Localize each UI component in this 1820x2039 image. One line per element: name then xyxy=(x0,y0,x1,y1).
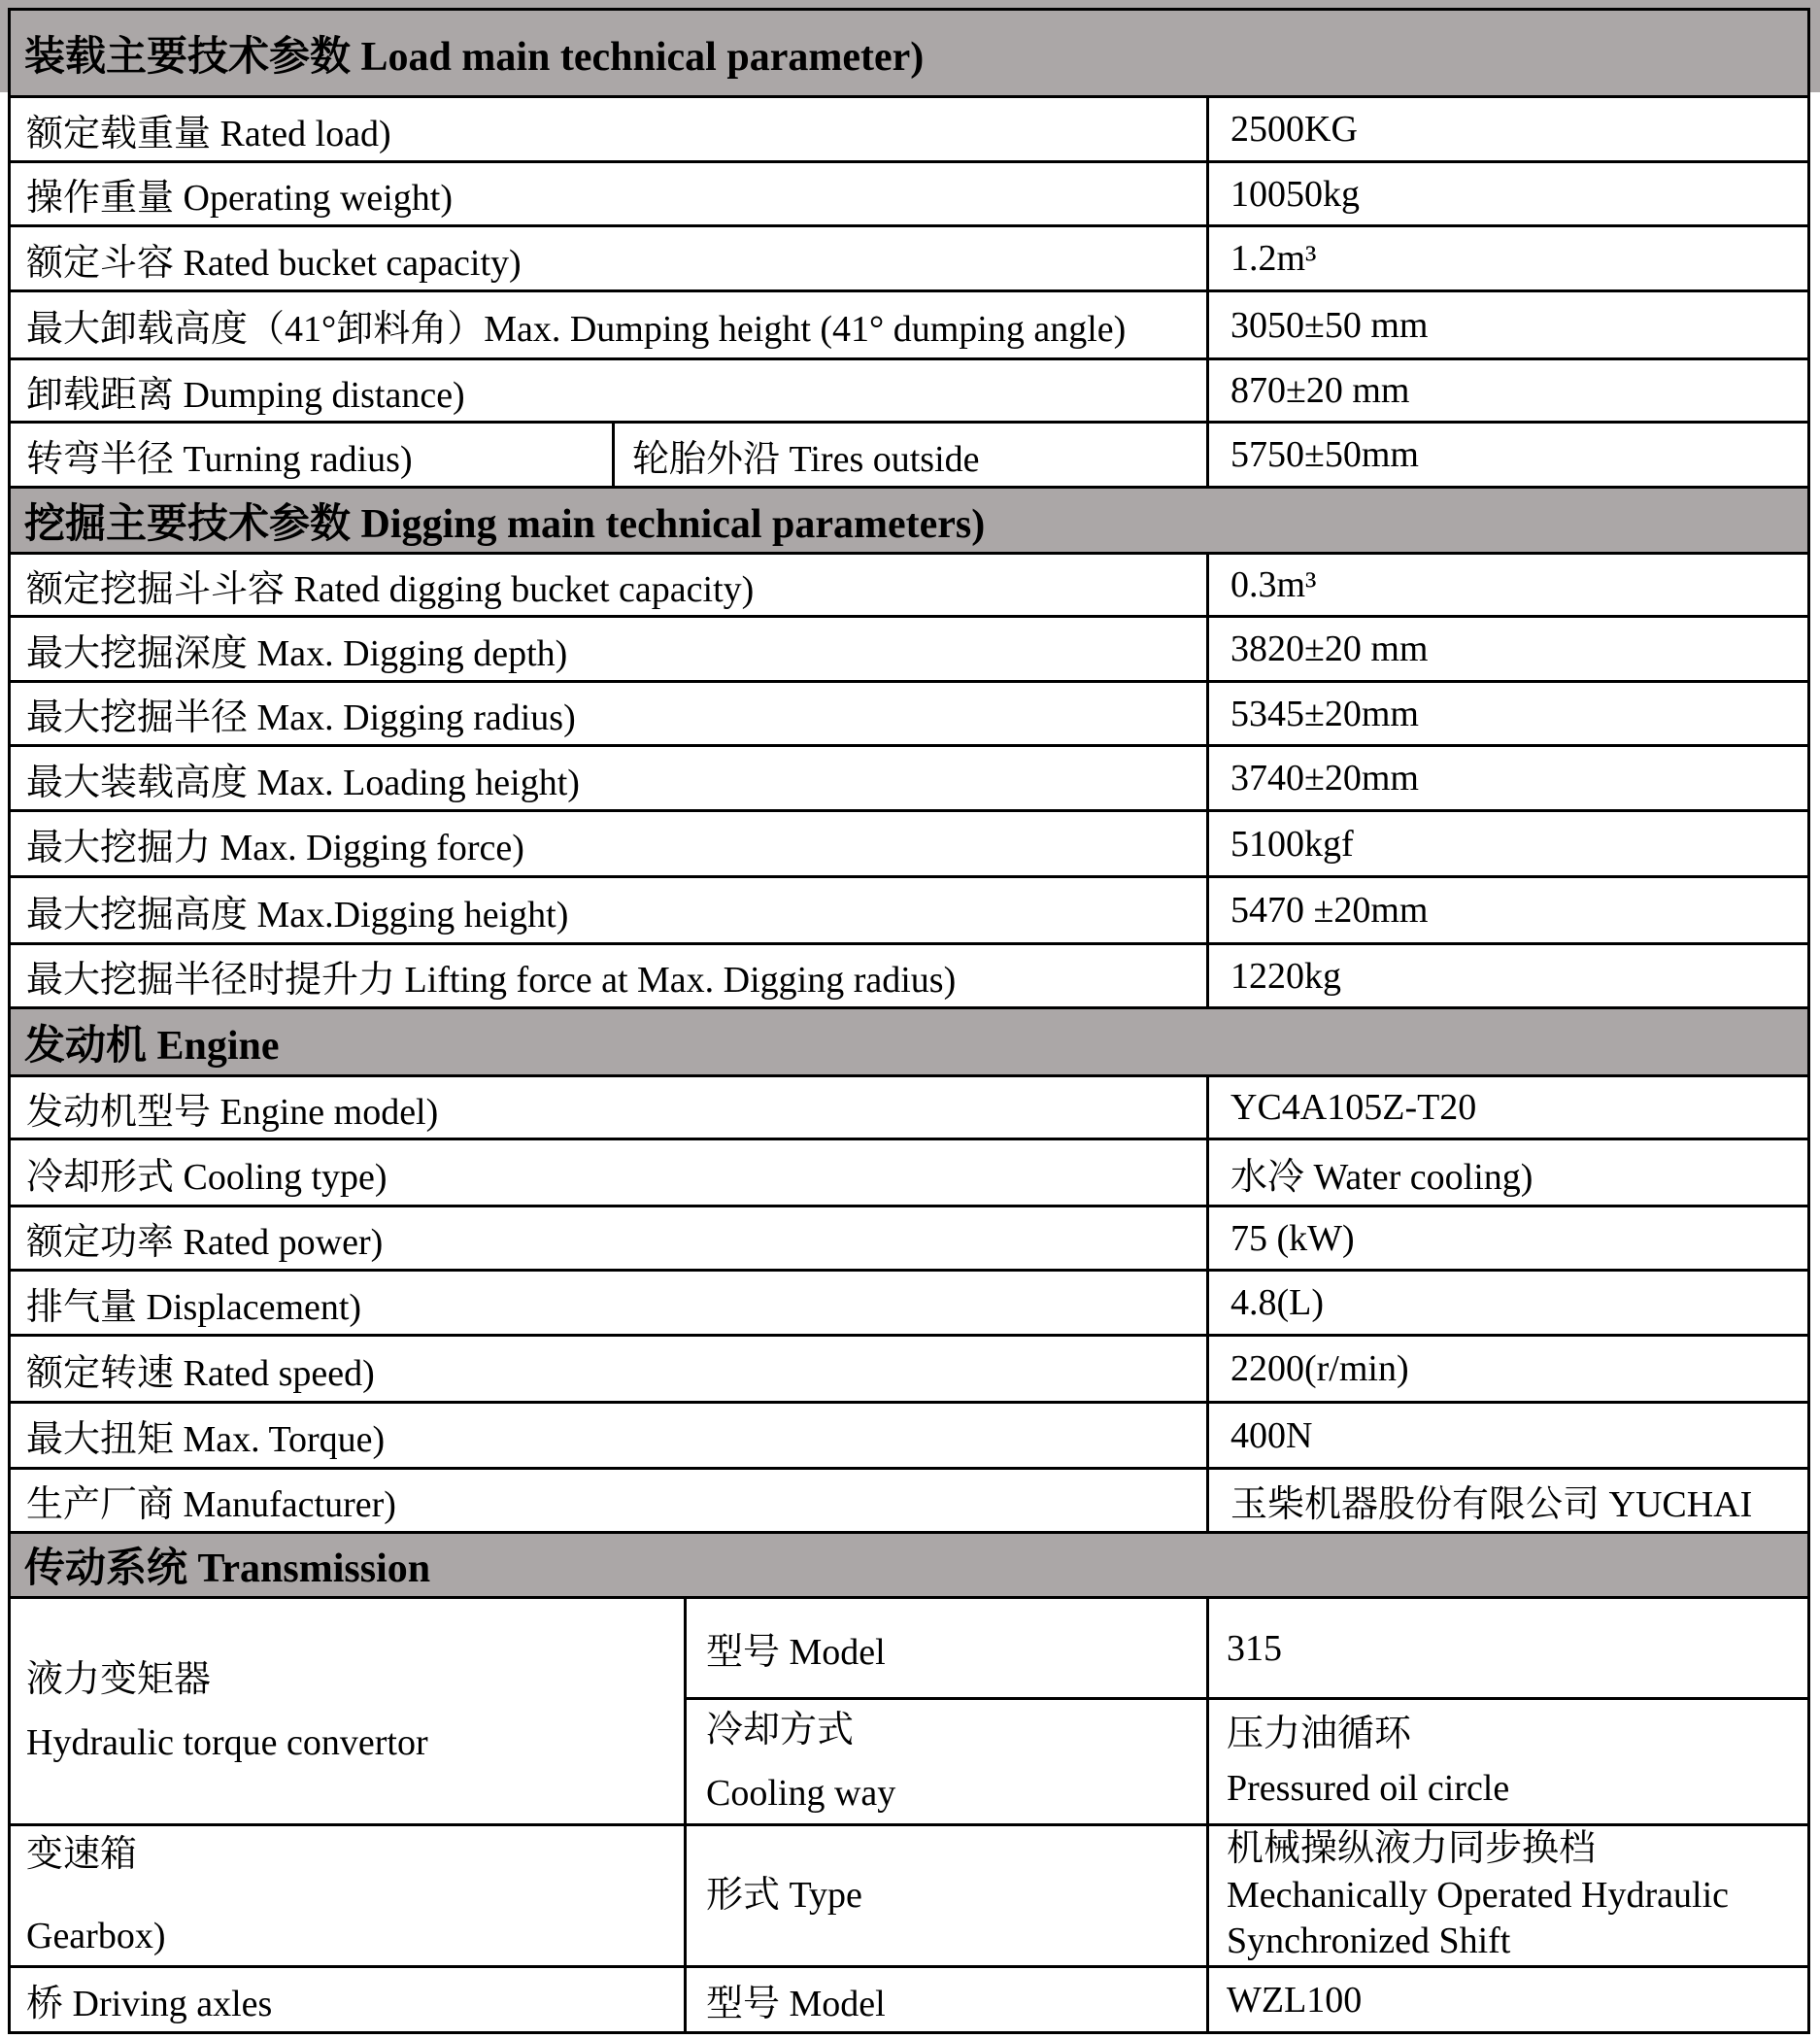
section-header-label: 传动系统 Transmission xyxy=(24,1546,431,1591)
transmission-group-row xyxy=(11,1596,1807,1823)
spec-row xyxy=(11,615,1807,680)
spec-label: 排气量 Displacement) xyxy=(26,1286,362,1328)
spec-label: 最大挖掘深度 Max. Digging depth) xyxy=(26,632,568,674)
spec-label: 额定载重量 Rated load) xyxy=(26,113,391,154)
param-value-line: Synchronized Shift xyxy=(1227,1920,1511,1962)
param-key xyxy=(684,1700,1206,1823)
param-value-line: 315 xyxy=(1227,1627,1282,1669)
param-row xyxy=(684,1599,1807,1697)
param-value-line: WZL100 xyxy=(1227,1979,1363,2021)
spec-value: 1220kg xyxy=(1206,945,1807,1006)
group-label xyxy=(11,1826,684,1965)
spec-label: 冷却形式 Cooling type) xyxy=(26,1156,388,1198)
spec-label: 最大挖掘力 Max. Digging force) xyxy=(26,828,524,868)
section-header-row xyxy=(11,1531,1807,1596)
spec-row xyxy=(11,1467,1807,1531)
param-value xyxy=(1206,1968,1807,2031)
spec-label: 卸载距离 Dumping distance) xyxy=(26,374,465,416)
spec-row xyxy=(11,552,1807,615)
spec-row xyxy=(11,1401,1807,1467)
spec-value: 3050±50 mm xyxy=(1206,292,1807,357)
spec-label: 生产厂商 Manufacturer) xyxy=(26,1484,396,1525)
spec-row xyxy=(11,680,1807,744)
spec-table xyxy=(8,8,1810,2034)
spec-row xyxy=(11,357,1807,421)
group-label-line: 变速箱 xyxy=(26,1833,138,1875)
spec-row xyxy=(11,744,1807,809)
spec-value: 2500KG xyxy=(1206,98,1807,160)
param-row xyxy=(684,1826,1807,1965)
spec-row xyxy=(11,224,1807,289)
section-header-row xyxy=(11,486,1807,552)
spec-value: 5100kgf xyxy=(1206,812,1807,875)
group-label-line: Hydraulic torque convertor xyxy=(26,1721,428,1763)
spec-value: YC4A105Z-T20 xyxy=(1206,1077,1807,1138)
param-value-line: Pressured oil circle xyxy=(1227,1767,1510,1809)
transmission-group-row xyxy=(11,1823,1807,1965)
spec-label: 发动机型号 Engine model) xyxy=(26,1091,439,1133)
spec-label: 最大卸载高度（41°卸料角）Max. Dumping height (41° dumping angle) xyxy=(26,309,1127,350)
section-header-row xyxy=(11,11,1807,95)
spec-sublabel: 轮胎外沿 Tires outside xyxy=(612,424,1206,486)
spec-row xyxy=(11,1074,1807,1138)
spec-label: 最大挖掘半径 Max. Digging radius) xyxy=(26,697,576,738)
spec-value: 5345±20mm xyxy=(1206,683,1807,744)
group-params xyxy=(684,1599,1807,1823)
param-key xyxy=(684,1968,1206,2031)
spec-row xyxy=(11,95,1807,160)
section-header-label: 挖掘主要技术参数 Digging main technical parameters) xyxy=(24,501,986,547)
group-label-line: 液力变矩器 xyxy=(26,1658,212,1700)
group-label xyxy=(11,1599,684,1823)
section-header-row xyxy=(11,1006,1807,1074)
spec-row xyxy=(11,421,1807,486)
spec-value: 4.8(L) xyxy=(1206,1272,1807,1334)
spec-label: 额定斗容 Rated bucket capacity) xyxy=(26,242,522,284)
spec-row xyxy=(11,875,1807,942)
param-key-line: 型号 Model xyxy=(706,1632,886,1673)
spec-row xyxy=(11,1269,1807,1334)
group-label xyxy=(11,1968,684,2031)
section-header-label: 发动机 Engine xyxy=(24,1023,280,1069)
spec-label: 最大挖掘高度 Max.Digging height) xyxy=(26,894,569,935)
param-value-line: 机械操纵液力同步换档 xyxy=(1227,1828,1597,1870)
spec-value: 水冷 Water cooling) xyxy=(1206,1140,1807,1205)
param-value-line: 压力油循环 xyxy=(1227,1714,1412,1755)
param-key-line: 型号 Model xyxy=(706,1984,886,2024)
param-key xyxy=(684,1599,1206,1697)
spec-value: 870±20 mm xyxy=(1206,360,1807,421)
spec-label: 最大装载高度 Max. Loading height) xyxy=(26,762,580,803)
transmission-group-row xyxy=(11,1965,1807,2031)
spec-value: 5470 ±20mm xyxy=(1206,878,1807,942)
spec-row xyxy=(11,942,1807,1006)
spec-row xyxy=(11,160,1807,224)
spec-value: 5750±50mm xyxy=(1206,424,1807,486)
spec-label: 操作重量 Operating weight) xyxy=(26,178,454,219)
spec-value: 2200(r/min) xyxy=(1206,1337,1807,1401)
spec-value: 3740±20mm xyxy=(1206,747,1807,809)
spec-value: 75 (kW) xyxy=(1206,1207,1807,1269)
section-header-label: 装载主要技术参数 Load main technical parameter) xyxy=(24,34,925,80)
spec-value: 0.3m³ xyxy=(1206,555,1807,615)
spec-label: 额定功率 Rated power) xyxy=(26,1222,384,1263)
spec-value: 400N xyxy=(1206,1404,1807,1467)
spec-label: 最大挖掘半径时提升力 Lifting force at Max. Digging radius) xyxy=(26,960,957,1001)
param-key xyxy=(684,1826,1206,1965)
group-params xyxy=(684,1826,1807,1965)
param-row xyxy=(684,1697,1807,1823)
param-value xyxy=(1206,1826,1807,1965)
param-value xyxy=(1206,1700,1807,1823)
param-key-line: 冷却方式 xyxy=(706,1709,855,1750)
spec-value: 1.2m³ xyxy=(1206,227,1807,289)
spec-label: 额定挖掘斗斗容 Rated digging bucket capacity) xyxy=(26,568,755,610)
param-key-line: 形式 Type xyxy=(706,1875,862,1917)
spec-row xyxy=(11,1205,1807,1269)
spec-row xyxy=(11,1334,1807,1401)
spec-value: 10050kg xyxy=(1206,163,1807,224)
param-value-line: Mechanically Operated Hydraulic xyxy=(1227,1874,1729,1916)
group-params xyxy=(684,1968,1807,2031)
spec-row xyxy=(11,289,1807,357)
group-label-line: Gearbox) xyxy=(26,1915,166,1956)
spec-row xyxy=(11,809,1807,875)
spec-value: 3820±20 mm xyxy=(1206,618,1807,680)
spec-label: 最大扭矩 Max. Torque) xyxy=(26,1419,386,1460)
param-row xyxy=(684,1968,1807,2031)
group-label-line: 桥 Driving axles xyxy=(26,1984,273,2024)
param-key-line: Cooling way xyxy=(706,1772,896,1814)
spec-label: 额定转速 Rated speed) xyxy=(26,1352,375,1394)
param-value xyxy=(1206,1599,1807,1697)
spec-label: 转弯半径 Turning radius) xyxy=(26,438,413,480)
spec-value: 玉柴机器股份有限公司 YUCHAI xyxy=(1206,1470,1807,1531)
spec-row xyxy=(11,1138,1807,1205)
